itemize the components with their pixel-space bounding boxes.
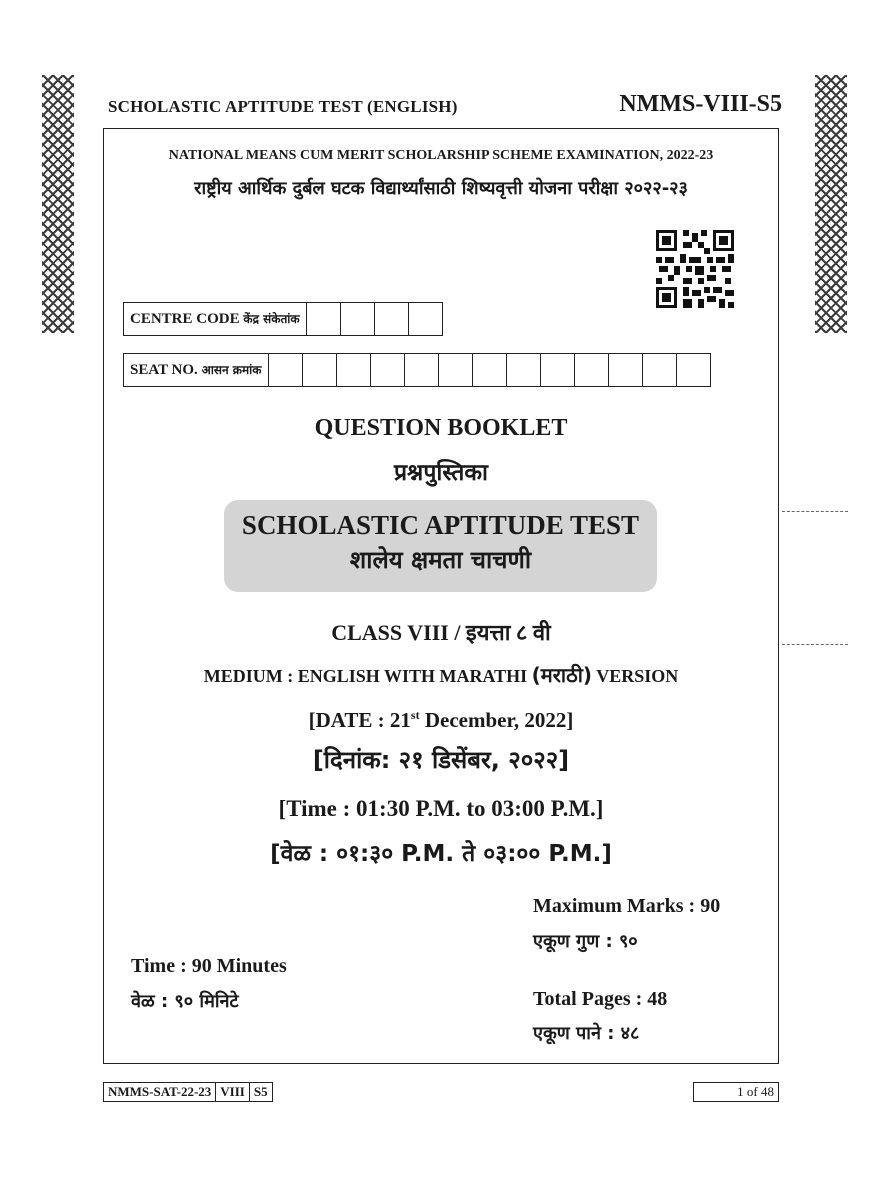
centre-code-table (123, 302, 443, 336)
scheme-title-marathi: राष्ट्रीय आर्थिक दुर्बल घटक विद्यार्थ्यांसाठी शिष्यवृत्ती योजना परीक्षा २०२२-२३ (194, 178, 688, 199)
seat-no-box[interactable] (404, 354, 438, 387)
footer-exam-code: NMMS-SAT-22-23 (104, 1083, 216, 1102)
seat-no-box[interactable] (370, 354, 404, 387)
seat-no-box[interactable] (608, 354, 642, 387)
seat-no-box[interactable] (676, 354, 710, 387)
header-subject: SCHOLASTIC APTITUDE TEST (ENGLISH) (108, 97, 458, 116)
total-pages-english: Total Pages : 48 (533, 988, 668, 1010)
duration-english: Time : 90 Minutes (131, 955, 287, 977)
centre-code-box[interactable] (306, 303, 340, 336)
decorative-border-left (42, 75, 74, 333)
footer-class: VIII (216, 1083, 250, 1102)
centre-code-label: CENTRE CODE केंद्र संकेतांक (124, 303, 307, 336)
seat-no-box[interactable] (268, 354, 302, 387)
test-name-marathi: शालेय क्षमता चाचणी (349, 546, 532, 574)
seat-no-box[interactable] (506, 354, 540, 387)
total-pages-marathi: एकूण पाने : ४८ (533, 1023, 640, 1044)
seat-no-table (123, 353, 711, 387)
footer-code-table (103, 1082, 273, 1102)
seat-no-box[interactable] (438, 354, 472, 387)
seat-no-label: SEAT NO. आसन क्रमांक (124, 354, 269, 387)
fold-mark-bottom (782, 644, 848, 645)
seat-no-box[interactable] (642, 354, 676, 387)
date-english: [DATE : 21st December, 2022] (308, 708, 574, 732)
seat-no-box[interactable] (540, 354, 574, 387)
time-marathi: [वेळ : ०१:३० P.M. ते ०३:०० P.M.] (270, 841, 612, 867)
centre-code-box[interactable] (408, 303, 442, 336)
decorative-border-right (815, 75, 847, 333)
test-name-banner (224, 500, 657, 592)
time-english: [Time : 01:30 P.M. to 03:00 P.M.] (278, 796, 604, 821)
qr-code (656, 230, 734, 308)
max-marks-english: Maximum Marks : 90 (533, 895, 721, 917)
test-name-english: SCHOLASTIC APTITUDE TEST (241, 510, 640, 540)
seat-no-box[interactable] (472, 354, 506, 387)
seat-no-box[interactable] (574, 354, 608, 387)
seat-no-box[interactable] (302, 354, 336, 387)
scheme-title-english: NATIONAL MEANS CUM MERIT SCHOLARSHIP SCHEME EXAMINATION, 2022-23 (168, 148, 714, 163)
date-marathi: [दिनांक: २१ डिसेंबर, २०२२] (312, 746, 570, 774)
class-line: CLASS VIII / इयत्ता ८ वी (331, 620, 551, 645)
page-number: 1 of 48 (693, 1082, 779, 1102)
footer-set: S5 (249, 1083, 272, 1102)
fold-mark-top (782, 511, 848, 512)
header-paper-code: NMMS-VIII-S5 (619, 91, 782, 117)
booklet-title-english: QUESTION BOOKLET (314, 415, 568, 441)
centre-code-box[interactable] (340, 303, 374, 336)
seat-no-box[interactable] (336, 354, 370, 387)
max-marks-marathi: एकूण गुण : ९० (533, 931, 638, 952)
duration-marathi: वेळ : ९० मिनिटे (131, 991, 239, 1012)
centre-code-box[interactable] (374, 303, 408, 336)
medium-line: MEDIUM : ENGLISH WITH MARATHI (मराठी) VERSION (203, 663, 679, 687)
booklet-title-marathi: प्रश्नपुस्तिका (393, 460, 489, 486)
